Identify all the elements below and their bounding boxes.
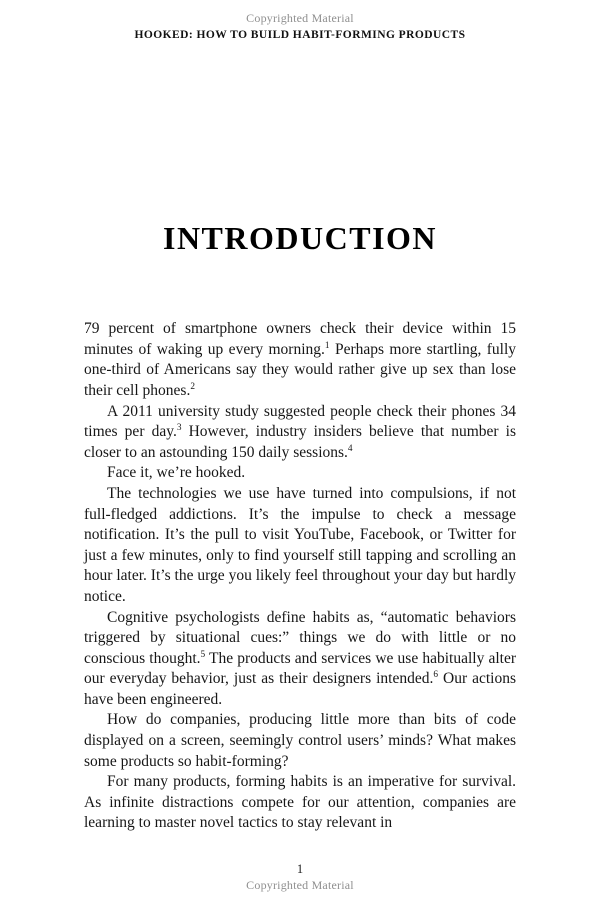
copyright-notice-top: Copyrighted Material — [246, 11, 354, 25]
paragraph: A 2011 university study suggested people check their phones 34 times per day.$^3$ However, industry insiders believe that number is closer to an astounding 150 daily sessions.$^4$ — [84, 402, 516, 461]
footnote-ref: 5 — [200, 649, 206, 660]
paragraph: Cognitive psychologists define habits as, “automatic behaviors triggered by situational cues:” things we do with little or no conscious thought.$^5$ The products and services we use habitually alter our everyday behavior, just as their designers intended.$^6$ Our actions have been engineered. — [84, 608, 516, 708]
footnote-ref: 6 — [433, 670, 439, 681]
paragraph: How do companies, producing little more than bits of code displayed on a screen, seemingly control users’ minds? What makes some products so habit-forming? — [84, 711, 516, 770]
footnote-ref: 3 — [176, 423, 182, 433]
paragraph: The technologies we use have turned into compulsions, if not full-fledged addictions. It’s the impulse to check a message notification. It’s the pull to visit YouTube, Facebook, or Twitter for just a few minutes, only to find yourself still tapping and scrolling an hour later. It’s the urge you likely feel throughout your day but hardly notice. — [84, 484, 516, 605]
paragraph: 79 percent of smartphone owners check their device within 15 minutes of waking up every morning.$^1$ Perhaps more startling, fully one-third of Americans say they would rather give up sex than lose their cell phones.$^2$ — [84, 320, 516, 399]
page-footer — [0, 862, 600, 893]
page-number: 1 — [296, 862, 304, 876]
paragraph: For many products, forming habits is an imperative for survival. As infinite distractions compete for our attention, companies are learning to master novel tactics to stay relevant in — [84, 773, 516, 832]
footnote-ref: 1 — [324, 340, 330, 351]
chapter-title: INTRODUCTION — [162, 220, 438, 256]
copyright-notice-bottom: Copyrighted Material — [246, 878, 354, 892]
body-text — [84, 319, 516, 834]
footnote-ref: 2 — [190, 381, 195, 392]
footnote-ref: 4 — [347, 443, 353, 454]
running-header: HOOKED: HOW TO BUILD HABIT-FORMING PRODUCTS — [134, 29, 466, 41]
paragraph: Face it, we’re hooked. — [107, 464, 246, 482]
